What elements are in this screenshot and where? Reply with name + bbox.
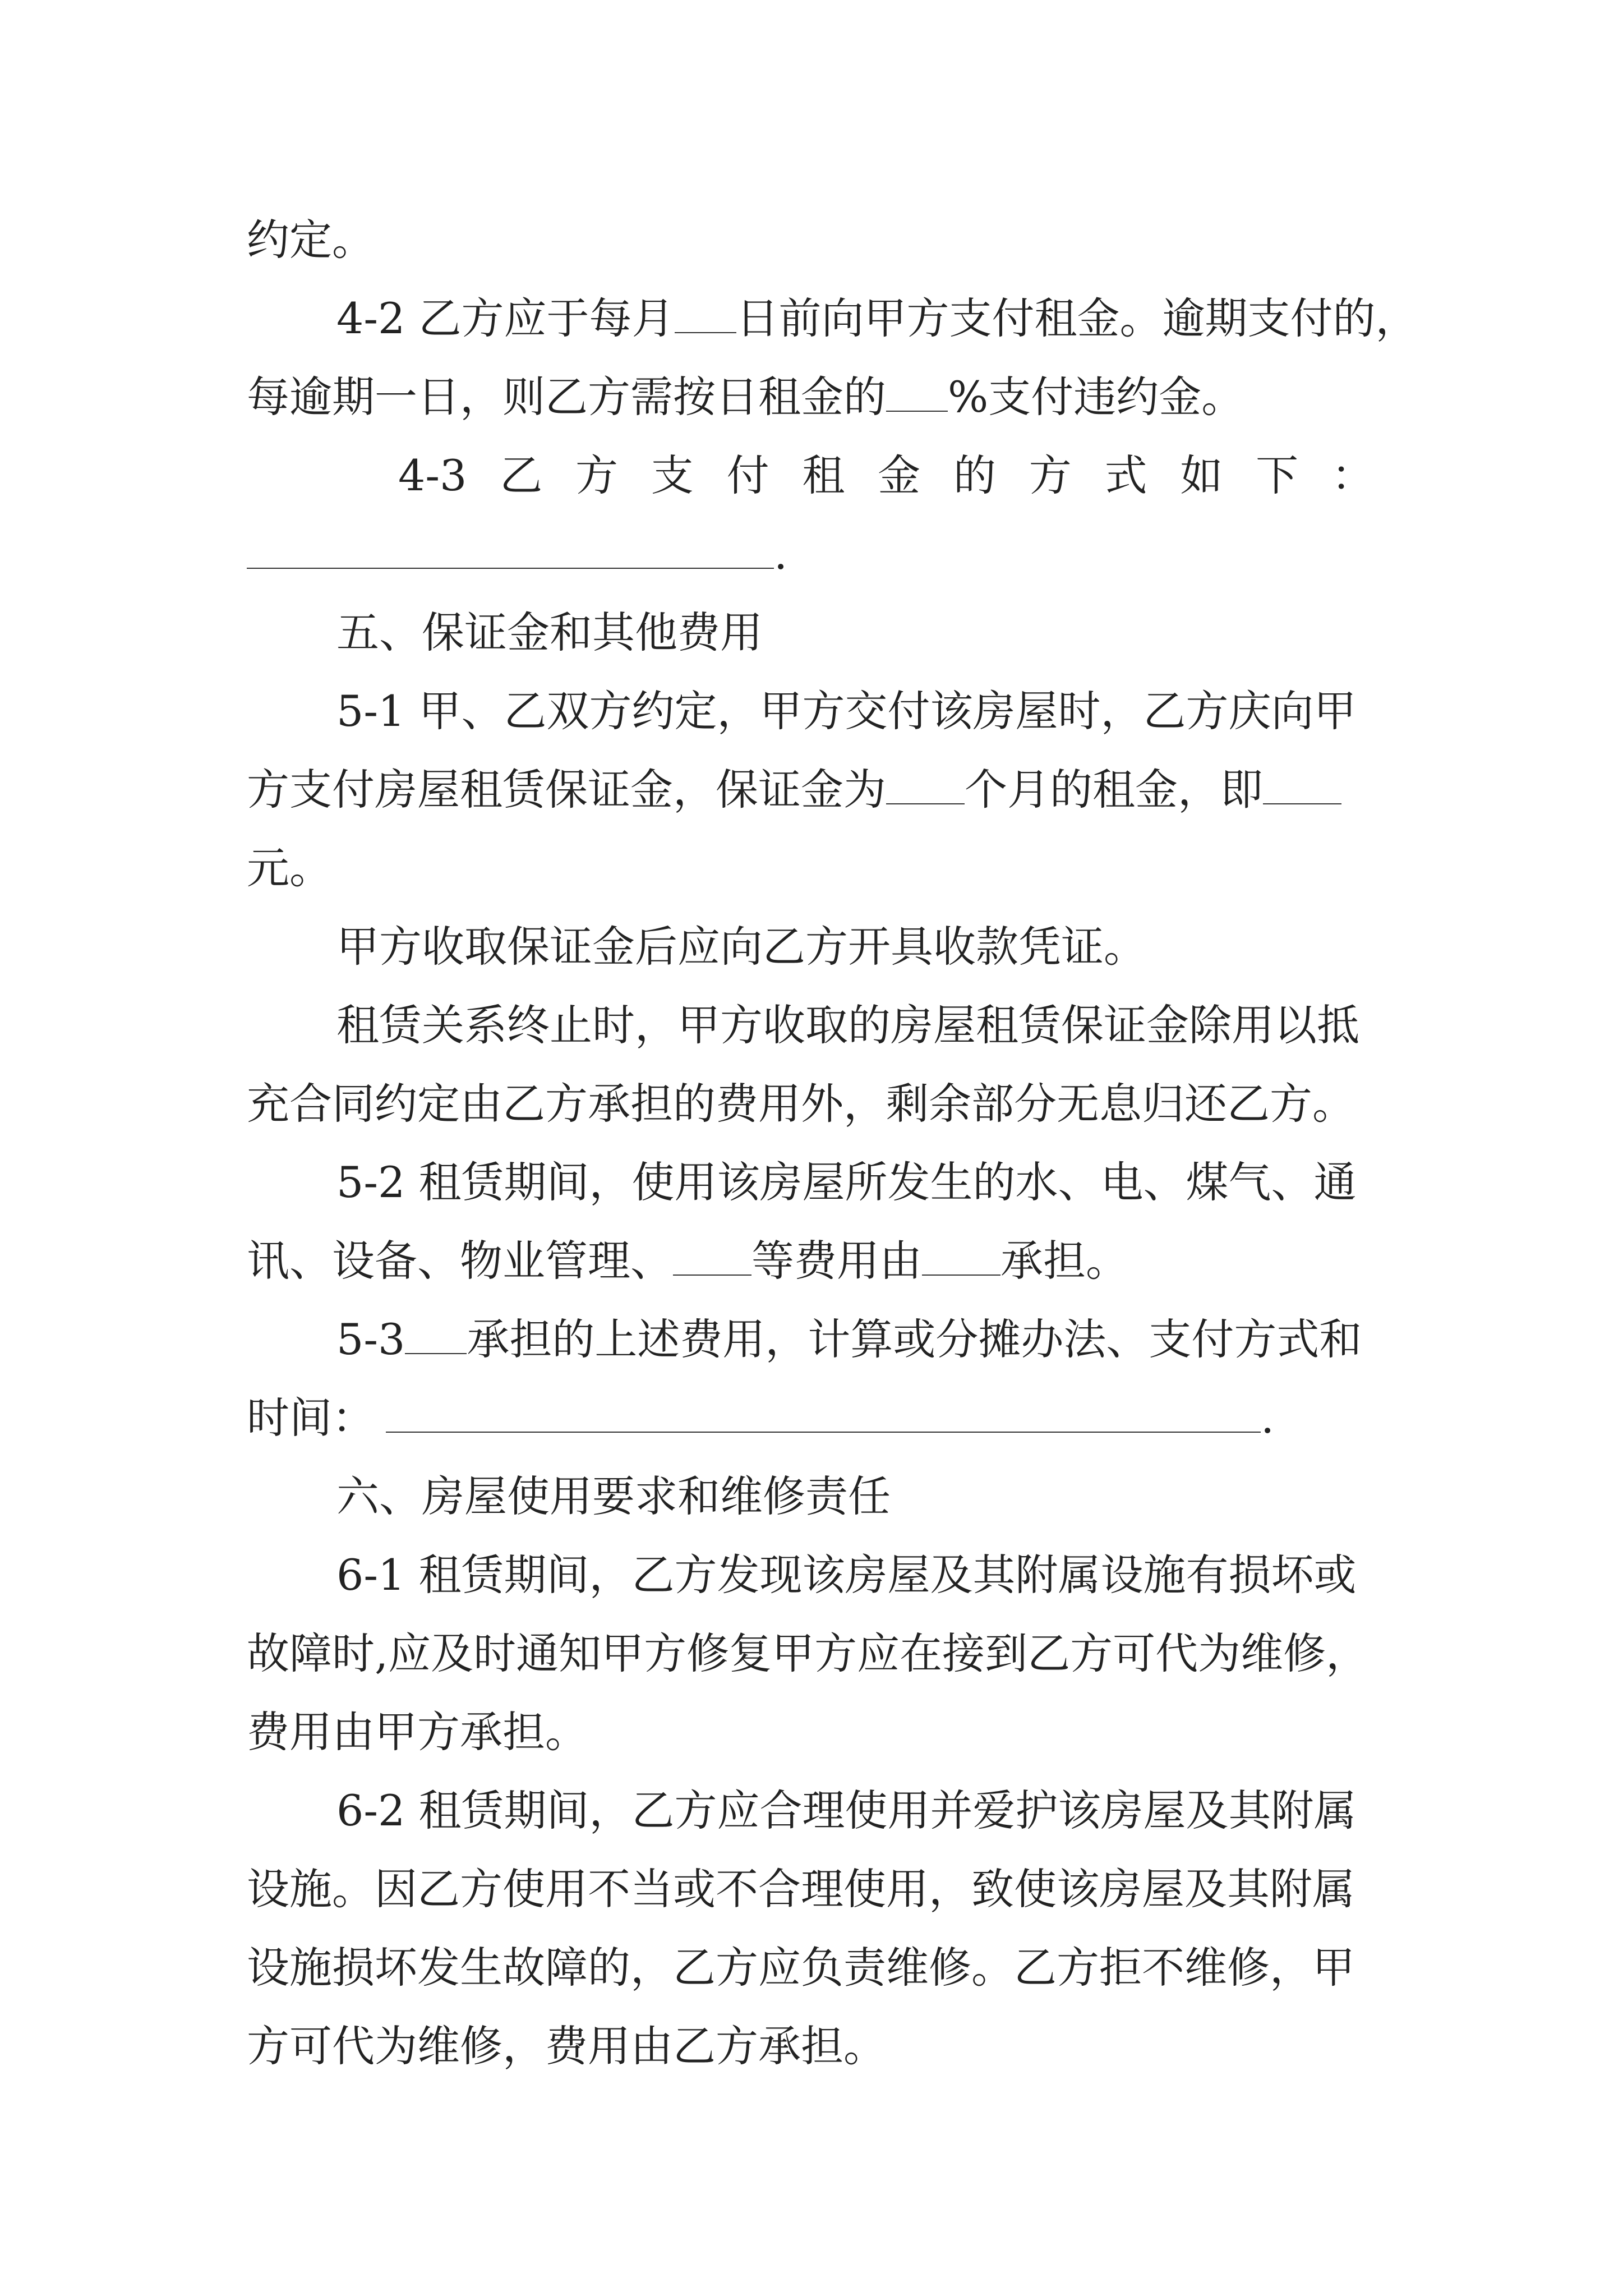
paragraph-line xyxy=(247,1930,1355,2006)
blank-party xyxy=(405,1352,467,1354)
clause-4-2 xyxy=(336,280,1418,357)
blank-percent xyxy=(886,410,948,412)
text: 方 xyxy=(1029,450,1072,500)
paragraph-line xyxy=(336,987,1359,1064)
text: 下 xyxy=(1256,450,1299,500)
text: 支 xyxy=(651,450,694,500)
text: 承担。 xyxy=(1000,1236,1128,1286)
text: 每逾期一日，则乙方需按日租金的 xyxy=(247,372,886,422)
blank-payment-method xyxy=(247,567,774,569)
text: 4-3 xyxy=(398,450,467,500)
text: 5-2 租赁期间，使用该房屋所发生的水、电、煤气、通 xyxy=(336,1157,1357,1207)
text: 租 xyxy=(802,450,845,500)
paragraph-line xyxy=(247,2008,886,2085)
blank-method-and-time xyxy=(386,1431,1261,1433)
text: 时间： xyxy=(247,1393,375,1443)
blank-day xyxy=(675,332,736,333)
text: . xyxy=(774,529,788,579)
paragraph-line xyxy=(247,359,1244,435)
section-heading-6 xyxy=(336,1458,891,1535)
text: 方 xyxy=(575,450,618,500)
text: 方可代为维修，费用由乙方承担。 xyxy=(247,2021,886,2071)
blank-months xyxy=(886,803,965,804)
text: 4-2 乙方应于每月 xyxy=(336,293,675,343)
text: 5-1 甲、乙双方约定，甲方交付该房屋时，乙方庆向甲 xyxy=(336,686,1357,736)
text: 式 xyxy=(1104,450,1147,500)
text: 乙 xyxy=(500,450,543,500)
paragraph-line xyxy=(247,202,375,278)
paragraph-line xyxy=(247,1223,1128,1299)
paragraph-line xyxy=(247,1616,1368,1692)
paragraph-line xyxy=(247,516,787,592)
section-heading-5 xyxy=(336,595,763,671)
text: 5-3 xyxy=(336,1314,405,1364)
clause-6-2 xyxy=(336,1773,1357,1849)
blank-amount xyxy=(1263,803,1341,804)
paragraph-line xyxy=(247,1694,588,1770)
paragraph-line xyxy=(247,1380,1274,1456)
text: 6-1 租赁期间，乙方发现该房屋及其附属设施有损坏或 xyxy=(336,1550,1357,1600)
text: ： xyxy=(1331,450,1374,500)
text: 费用由甲方承担。 xyxy=(247,1707,588,1757)
blank-payer xyxy=(922,1274,1000,1276)
clause-5-2 xyxy=(336,1144,1357,1221)
paragraph-line xyxy=(247,830,332,907)
blank-other-fees xyxy=(673,1274,751,1276)
text: 元。 xyxy=(247,843,332,893)
text: 的 xyxy=(953,450,996,500)
text: 付 xyxy=(726,450,769,500)
text: 等费用由 xyxy=(751,1236,922,1286)
text: 6-2 租赁期间，乙方应合理使用并爱护该房屋及其附属 xyxy=(336,1786,1357,1835)
text: 金 xyxy=(878,450,921,500)
text: . xyxy=(1261,1393,1275,1443)
text: 承担的上述费用，计算或分摊办法、支付方式和 xyxy=(467,1314,1362,1364)
text: 五、保证金和其他费用 xyxy=(336,608,763,657)
paragraph-line xyxy=(247,1851,1355,1927)
text: 如 xyxy=(1180,450,1223,500)
clause-5-3 xyxy=(336,1301,1362,1378)
text: 方支付房屋租赁保证金，保证金为 xyxy=(247,765,886,815)
paragraph-line xyxy=(247,752,1341,828)
text: 六、房屋使用要求和维修责任 xyxy=(336,1471,891,1521)
text: 租赁关系终止时，甲方收取的房屋租赁保证金除用以抵 xyxy=(336,1000,1359,1050)
text: 讯、设备、物业管理、 xyxy=(247,1236,673,1286)
text: %支付违约金。 xyxy=(948,372,1244,422)
text: 设施损坏发生故障的，乙方应负责维修。乙方拒不维修，甲 xyxy=(247,1943,1355,1993)
clause-4-3 xyxy=(398,438,1374,514)
text: 故障时,应及时通知甲方修复甲方应在接到乙方可代为维修， xyxy=(247,1628,1369,1678)
text: 设施。因乙方使用不当或不合理使用，致使该房屋及其附属 xyxy=(247,1864,1355,1914)
text: 个月的租金，即 xyxy=(965,765,1263,815)
clause-6-1 xyxy=(336,1537,1357,1613)
clause-5-1 xyxy=(336,673,1357,749)
paragraph-line xyxy=(247,1066,1355,1142)
text: 充合同约定由乙方承担的费用外，剩余部分无息归还乙方。 xyxy=(247,1079,1355,1129)
text: 日前向甲方支付租金。逾期支付的， xyxy=(736,293,1418,343)
text: 甲方收取保证金后应向乙方开具收款凭证。 xyxy=(336,922,1146,972)
paragraph-line xyxy=(336,909,1146,985)
text: 约定。 xyxy=(247,215,375,265)
